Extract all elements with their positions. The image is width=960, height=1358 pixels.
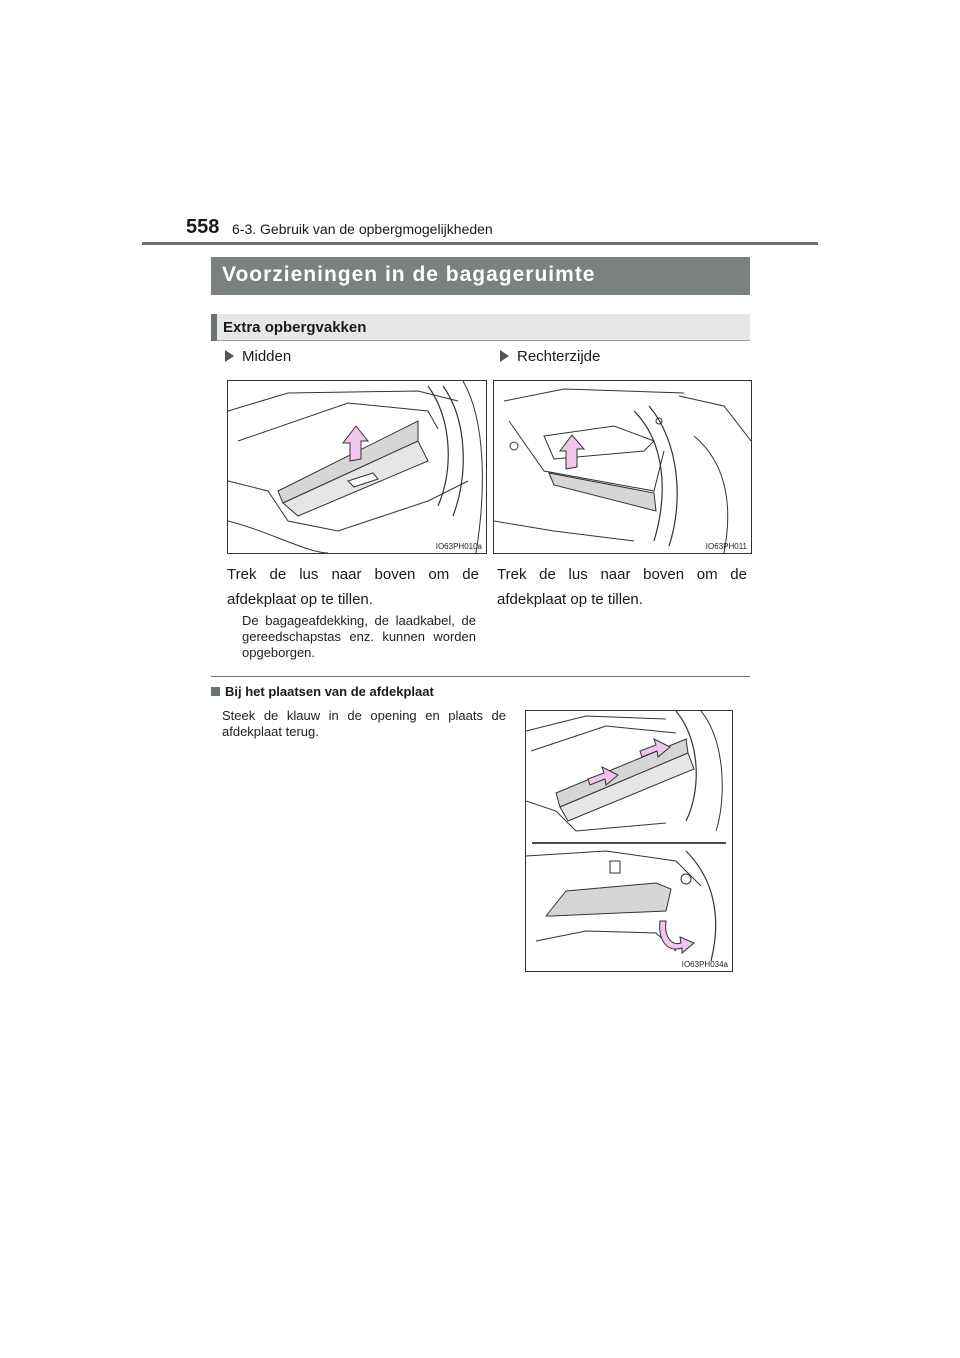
left-heading-label: Midden xyxy=(242,348,292,365)
placement-heading-label: Bij het plaatsen van de afdekplaat xyxy=(225,684,434,699)
triangle-bullet-icon xyxy=(225,350,234,362)
left-instruction-text: Trek de lus naar boven om de afdekplaat op te tillen. xyxy=(227,566,479,608)
triangle-bullet-icon xyxy=(500,350,509,362)
figure-code: IO63PH034a xyxy=(681,960,728,969)
left-note-text: De bagageafdekking, de laadkabel, de gereedschapstas enz. kunnen worden opgeborgen. xyxy=(242,613,476,660)
header-rule xyxy=(142,242,818,245)
square-bullet-icon xyxy=(211,687,220,696)
chapter-title: 6-3. Gebruik van de opbergmogelijkheden xyxy=(232,221,493,237)
placement-text: Steek de klauw in de opening en plaats de afdekplaat terug. xyxy=(222,708,506,739)
figure-placement xyxy=(525,710,733,972)
figure-center-storage xyxy=(227,380,487,554)
figure-code: IO63PH011 xyxy=(705,542,747,551)
left-column-heading xyxy=(225,348,291,365)
right-column-heading xyxy=(500,348,600,365)
page-number: 558 xyxy=(186,216,220,238)
trunk-right-illustration xyxy=(494,381,751,553)
subsection-title: Extra opbergvakken xyxy=(223,319,367,336)
placement-heading xyxy=(211,684,434,699)
subsection-accent xyxy=(211,314,217,341)
hook-arrow-icon xyxy=(660,921,694,953)
figure-code: IO63PH010a xyxy=(435,542,482,551)
figure-right-storage xyxy=(493,380,752,554)
right-heading-label: Rechterzijde xyxy=(517,348,601,365)
right-instruction-text: Trek de lus naar boven om de afdekplaat op te tillen. xyxy=(497,566,747,608)
section-title: Voorzieningen in de bagageruimte xyxy=(222,263,596,286)
trunk-center-illustration xyxy=(228,381,486,553)
section-divider xyxy=(211,676,750,677)
placement-illustration xyxy=(526,711,732,971)
